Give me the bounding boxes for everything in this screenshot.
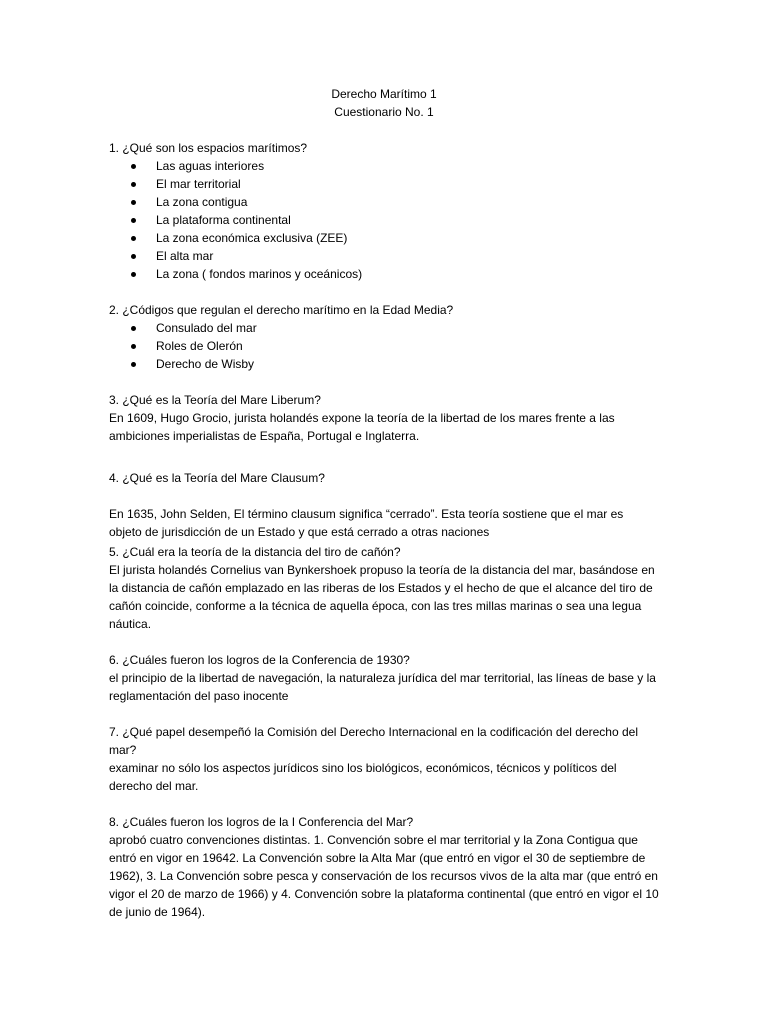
list-item-text: La zona contigua: [156, 195, 248, 209]
question-text: 2. ¿Códigos que regulan el derecho marítimo en la Edad Media?: [109, 303, 454, 317]
bullet-icon: [131, 344, 136, 349]
document-body: [109, 85, 659, 921]
list-item: [109, 355, 659, 373]
question-1: [109, 139, 659, 283]
bullet-icon: [131, 272, 136, 277]
list-item: [109, 211, 659, 229]
question-text: 3. ¿Qué es la Teoría del Mare Liberum?: [109, 393, 321, 407]
list-item: [109, 319, 659, 337]
answer-text: En 1635, John Selden, El término clausum significa “cerrado”. Esta teoría sostiene que el mar es objeto de jurisdicción de un Estado y que está cerrado a otras naciones: [109, 507, 624, 539]
answer-text: el principio de la libertad de navegación, la naturaleza jurídica del mar territorial, las líneas de base y la reglamentación del paso inocente: [109, 671, 656, 703]
list-item-text: La zona económica exclusiva (ZEE): [156, 231, 348, 245]
question-text: 8. ¿Cuáles fueron los logros de la I Conferencia del Mar?: [109, 815, 414, 829]
list-item-text: Consulado del mar: [156, 321, 257, 335]
question-text: 5. ¿Cuál era la teoría de la distancia del tiro de cañón?: [109, 545, 401, 559]
question-6: [109, 651, 659, 705]
list-item: [109, 229, 659, 247]
list-item-text: Derecho de Wisby: [156, 357, 255, 371]
document-title: Derecho Marítimo 1: [331, 87, 437, 101]
bullet-icon: [131, 200, 136, 205]
question-7: [109, 723, 659, 795]
question-8: [109, 813, 659, 921]
answer-text: En 1609, Hugo Grocio, jurista holandés expone la teoría de la libertad de los mares frente a las ambiciones imperialistas de España, Portugal e Inglaterra.: [109, 411, 615, 443]
list-item-text: Las aguas interiores: [156, 159, 265, 173]
list-item-text: El mar territorial: [156, 177, 241, 191]
document-subtitle: Cuestionario No. 1: [334, 105, 434, 119]
answer-list: [109, 157, 659, 283]
question-3: [109, 391, 659, 445]
list-item: [109, 175, 659, 193]
bullet-icon: [131, 164, 136, 169]
answer-text: examinar no sólo los aspectos jurídicos sino los biológicos, económicos, técnicos y políticos del derecho del mar.: [109, 761, 617, 793]
bullet-icon: [131, 182, 136, 187]
question-text: 4. ¿Qué es la Teoría del Mare Clausum?: [109, 471, 325, 485]
question-text: 6. ¿Cuáles fueron los logros de la Conferencia de 1930?: [109, 653, 410, 667]
question-5: [109, 543, 659, 633]
answer-list: [109, 319, 659, 373]
question-2: [109, 301, 659, 373]
answer-text: El jurista holandés Cornelius van Bynkershoek propuso la teoría de la distancia del mar, basándose en la distancia de cañón emplazado en las riberas de los Estados y el hecho de que el alcance del tiro de cañón coincide, conforme a la técnica de aquella época, con las tres millas marinas o sea una legua náutica.: [109, 563, 655, 631]
list-item: [109, 337, 659, 355]
question-4: [109, 469, 659, 541]
list-item: [109, 193, 659, 211]
bullet-icon: [131, 326, 136, 331]
question-text: 1. ¿Qué son los espacios marítimos?: [109, 141, 308, 155]
list-item: [109, 247, 659, 265]
list-item: [109, 265, 659, 283]
list-item-text: Roles de Olerón: [156, 339, 243, 353]
list-item-text: La zona ( fondos marinos y oceánicos): [156, 267, 363, 281]
bullet-icon: [131, 218, 136, 223]
list-item-text: La plataforma continental: [156, 213, 291, 227]
bullet-icon: [131, 254, 136, 259]
bullet-icon: [131, 236, 136, 241]
list-item: [109, 157, 659, 175]
answer-text: aprobó cuatro convenciones distintas. 1. Convención sobre el mar territorial y la Zona Contigua que entró en vigor en 19642. La Convención sobre la Alta Mar (que entró en vigor el 30 de septiembre de 1962), 3. La Convención sobre pesca y conservación de los recursos vivos de la alta mar (que entró en vigor el 20 de marzo de 1966) y 4. Convención sobre la plataforma continental (que entró en vigor el 10 de junio de 1964).: [109, 833, 659, 919]
list-item-text: El alta mar: [156, 249, 214, 263]
question-text: 7. ¿Qué papel desempeñó la Comisión del Derecho Internacional en la codificación del derecho del mar?: [109, 725, 638, 757]
bullet-icon: [131, 362, 136, 367]
